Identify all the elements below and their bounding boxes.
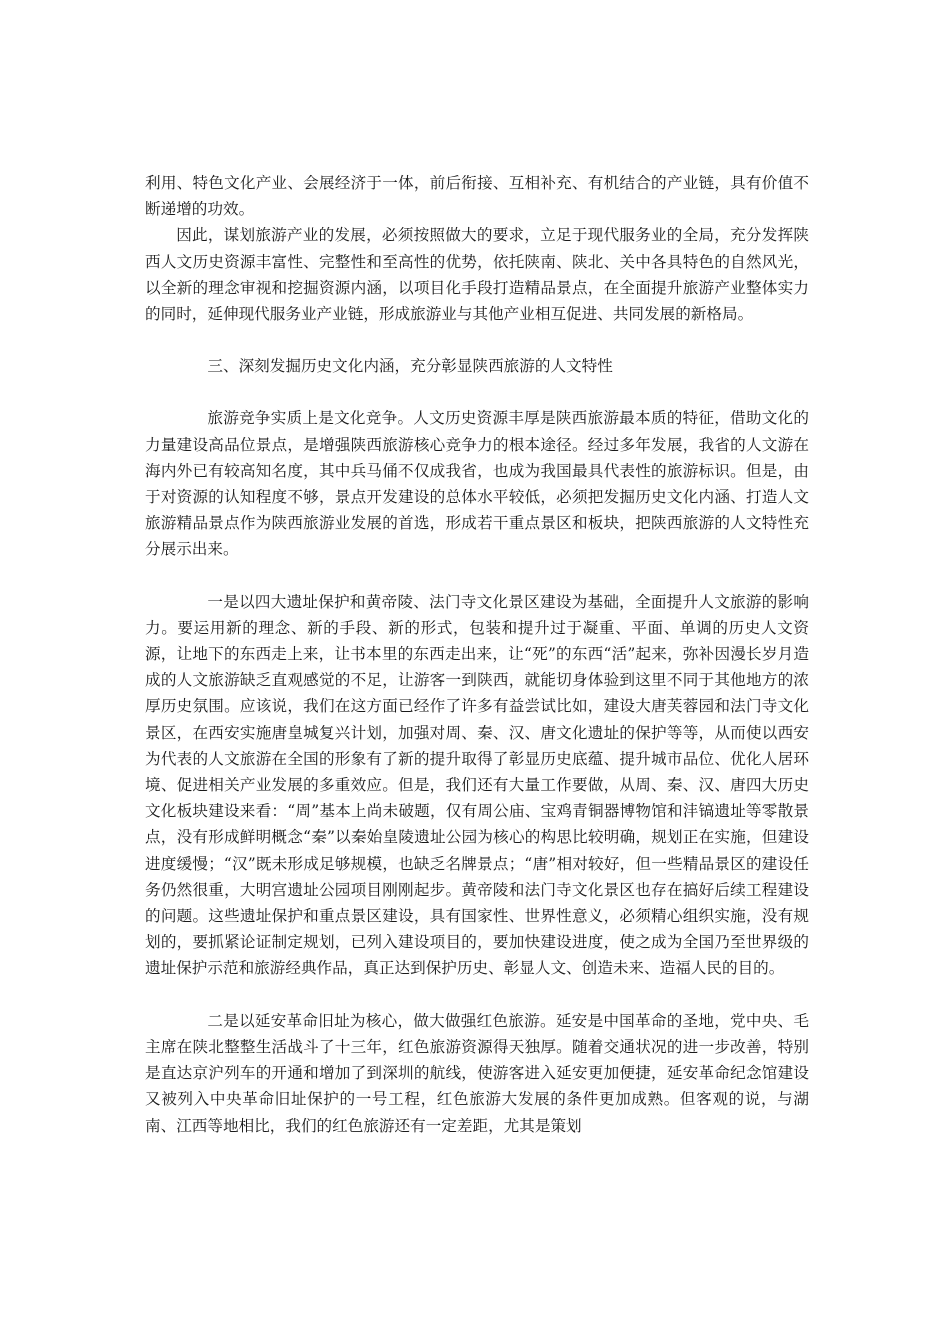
paragraph-four-sites: 一是以四大遗址保护和黄帝陵、法门寺文化景区建设为基础，全面提升人文旅游的影响力。要运用新的理念、新的手段、新的形式，包装和提升过于凝重、平面、单调的历史人文资源，让地下的东西走上来，让书本里的东西走出来，让“死”的东西“活”起来，弥补因漫长岁月造成的人文旅游缺乏直观感觉的不足，让游客一到陕西，就能切身体验到这里不同于其他地方的浓厚历史氛围。应该说，我们在这方面已经作了许多有益尝试比如，建设大唐芙蓉园和法门寺文化景区，在西安实施唐皇城复兴计划，加强对周、秦、汉、唐文化遗址的保护等等，从而使以西安为代表的人文旅游在全国的形象有了新的提升取得了彰显历史底蕴、提升城市品位、优化人居环境、促进相关产业发展的多重效应。但是，我们还有大量工作要做，从周、秦、汉、唐四大历史文化板块建设来看：“周”基本上尚未破题，仅有周公庙、宝鸡青铜器博物馆和沣镐遗址等零散景点，没有形成鲜明概念“秦”以秦始皇陵遗址公园为核心的构思比较明确，规划正在实施，但建设进度缓慢；“汉”既未形成足够规模，也缺乏名牌景点；“唐”相对较好，但一些精品景区的建设任务仍然很重，大明宫遗址公园项目刚刚起步。黄帝陵和法门寺文化景区也存在搞好后续工程建设的问题。这些遗址保护和重点景区建设，具有国家性、世界性意义，必须精心组织实施，没有规划的，要抓紧论证制定规划，已列入建设项目的，要加快建设进度，使之成为全国乃至世界级的遗址保护示范和旅游经典作品，真正达到保护历史、彰显人文、创造未来、造福人民的目的。 (145, 592, 809, 978)
paragraph-tourism-planning: 因此，谋划旅游产业的发展，必须按照做大的要求，立足于现代服务业的全局，充分发挥陕西人文历史资源丰富性、完整性和至高性的优势，依托陕南、陕北、关中各具特色的自然风光，以全新的理念审视和挖掘资源内涵，以项目化手段打造精品景点，在全面提升旅游产业整体实力的同时，延伸现代服务业产业链，形成旅游业与其他产业相互促进、共同发展的新格局。 (145, 226, 809, 324)
document-page (145, 170, 809, 1139)
section-heading-three: 三、深刻发掘历史文化内涵，充分彰显陕西旅游的人文特性 (207, 357, 613, 376)
paragraph-continuation: 利用、特色文化产业、会展经济于一体，前后衔接、互相补充、有机结合的产业链，具有价值不断递增的功效。 (145, 174, 809, 219)
paragraph-cultural-competition: 旅游竞争实质上是文化竞争。人文历史资源丰厚是陕西旅游最本质的特征，借助文化的力量建设高品位景点，是增强陕西旅游核心竞争力的根本途径。经过多年发展，我省的人文游在海内外已有较高知名度，其中兵马俑不仅成我省，也成为我国最具代表性的旅游标识。但是，由于对资源的认知程度不够，景点开发建设的总体水平较低，必须把发掘历史文化内涵、打造人文旅游精品景点作为陕西旅游业发展的首选，形成若干重点景区和板块，把陕西旅游的人文特性充分展示出来。 (145, 409, 809, 559)
paragraph-red-tourism: 二是以延安革命旧址为核心，做大做强红色旅游。延安是中国革命的圣地，党中央、毛主席在陕北整整生活战斗了十三年，红色旅游资源得天独厚。随着交通状况的进一步改善，特别是直达京沪列车的开通和增加了到深圳的航线，使游客进入延安更加便捷，延安革命纪念馆建设又被列入中央革命旧址保护的一号工程，红色旅游大发展的条件更加成熟。但客观的说，与湖南、江西等地相比，我们的红色旅游还有一定差距，尤其是策划 (145, 1011, 809, 1135)
